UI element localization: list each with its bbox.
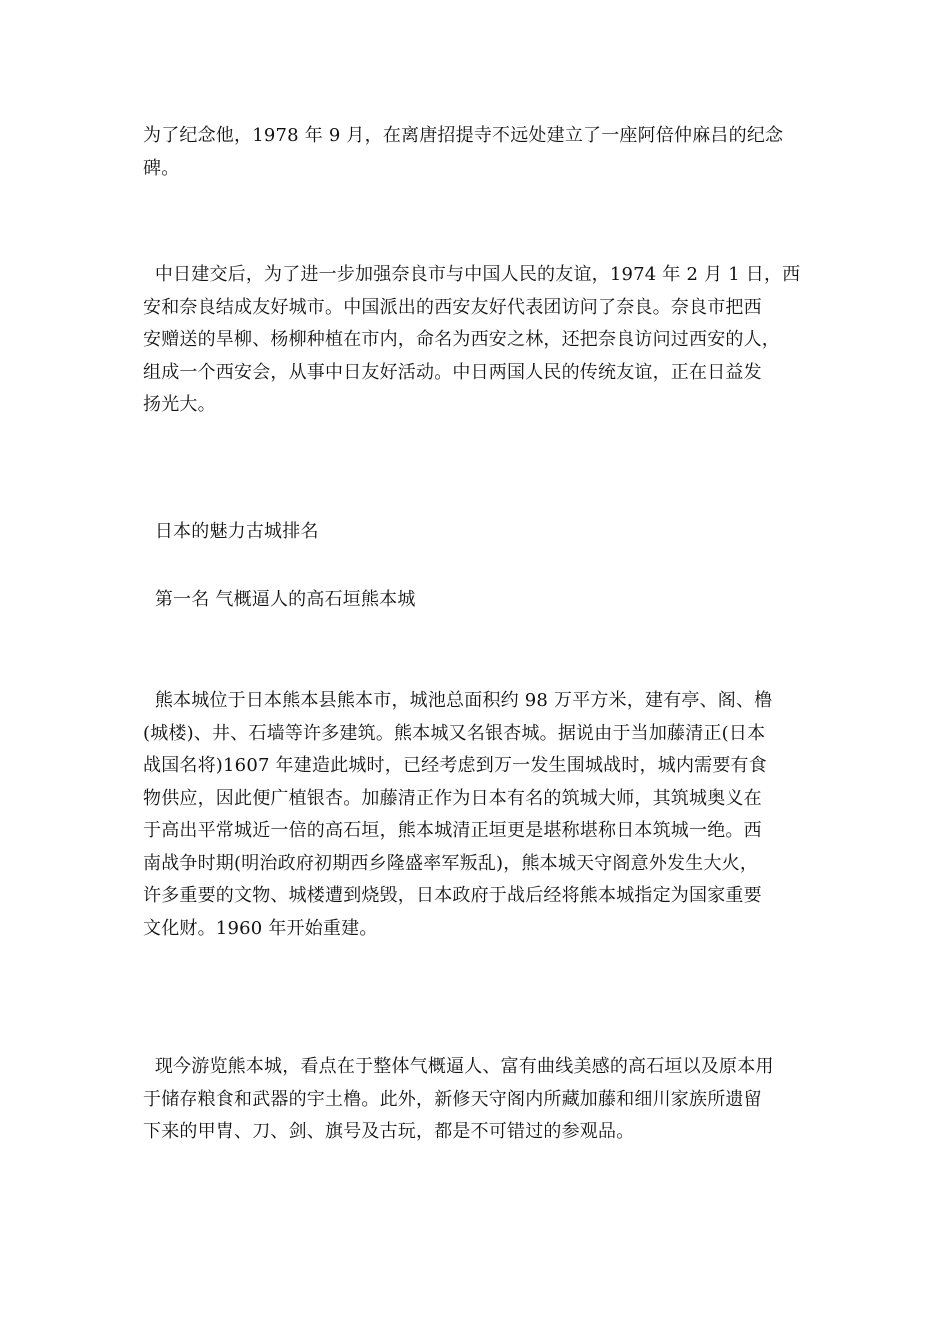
paragraph-memorial bbox=[143, 120, 808, 185]
text-line: 于储存粮食和武器的宇土橹。此外，新修天守阁内所藏加藤和细川家族所遗留 bbox=[143, 1088, 762, 1110]
text-line: 熊本城位于日本熊本县熊本市，城池总面积约 98 万平方米，建有亭、阁、橹 bbox=[143, 690, 773, 711]
heading-text: 第一名 气概逼人的高石垣熊本城 bbox=[143, 589, 416, 610]
text-line: 为了纪念他，1978 年 9 月，在离唐招提寺不远处建立了一座阿倍仲麻吕的纪念 bbox=[143, 125, 784, 146]
text-line: 中日建交后，为了进一步加强奈良市与中国人民的友谊，1974 年 2 月 1 日，西 bbox=[143, 264, 801, 285]
paragraph-kumamoto-history bbox=[143, 685, 808, 945]
text-line: 组成一个西安会，从事中日友好活动。中日两国人民的传统友谊，正在日益发 bbox=[143, 361, 762, 383]
subsection-heading bbox=[143, 584, 808, 617]
text-line: 现今游览熊本城，看点在于整体气概逼人、富有曲线美感的高石垣以及原本用 bbox=[143, 1056, 774, 1077]
section-heading bbox=[143, 516, 808, 549]
text-line: 许多重要的文物、城楼遭到烧毁，日本政府于战后经将熊本城指定为国家重要 bbox=[143, 885, 762, 906]
text-line: 安和奈良结成友好城市。中国派出的西安友好代表团访问了奈良。奈良市把西 bbox=[143, 296, 762, 318]
heading-text: 日本的魅力古城排名 bbox=[143, 521, 319, 542]
text-line: 碑。 bbox=[143, 157, 180, 179]
text-line: 战国名将)1607 年建造此城时，已经考虑到万一发生围城战时，城内需要有食 bbox=[143, 755, 767, 776]
text-line: (城楼)、井、石墙等许多建筑。熊本城又名银杏城。据说由于当加藤清正(日本 bbox=[143, 722, 766, 744]
paragraph-kumamoto-visit bbox=[143, 1051, 808, 1149]
text-line: 安赠送的旱柳、杨柳种植在市内，命名为西安之林，还把奈良访问过西安的人， bbox=[143, 329, 780, 350]
paragraph-friendship bbox=[143, 259, 808, 422]
text-line: 物供应，因此便广植银杏。加藤清正作为日本有名的筑城大师，其筑城奥义在 bbox=[143, 787, 762, 809]
text-line: 下来的甲胄、刀、剑、旗号及古玩，都是不可错过的参观品。 bbox=[143, 1121, 635, 1142]
text-line: 文化财。1960 年开始重建。 bbox=[143, 917, 378, 939]
text-line: 扬光大。 bbox=[143, 394, 216, 415]
text-line: 于高出平常城近一倍的高石垣，熊本城清正垣更是堪称堪称日本筑城一绝。西 bbox=[143, 820, 762, 841]
text-line: 南战争时期(明治政府初期西乡隆盛率军叛乱)，熊本城天守阁意外发生大火， bbox=[143, 852, 759, 874]
